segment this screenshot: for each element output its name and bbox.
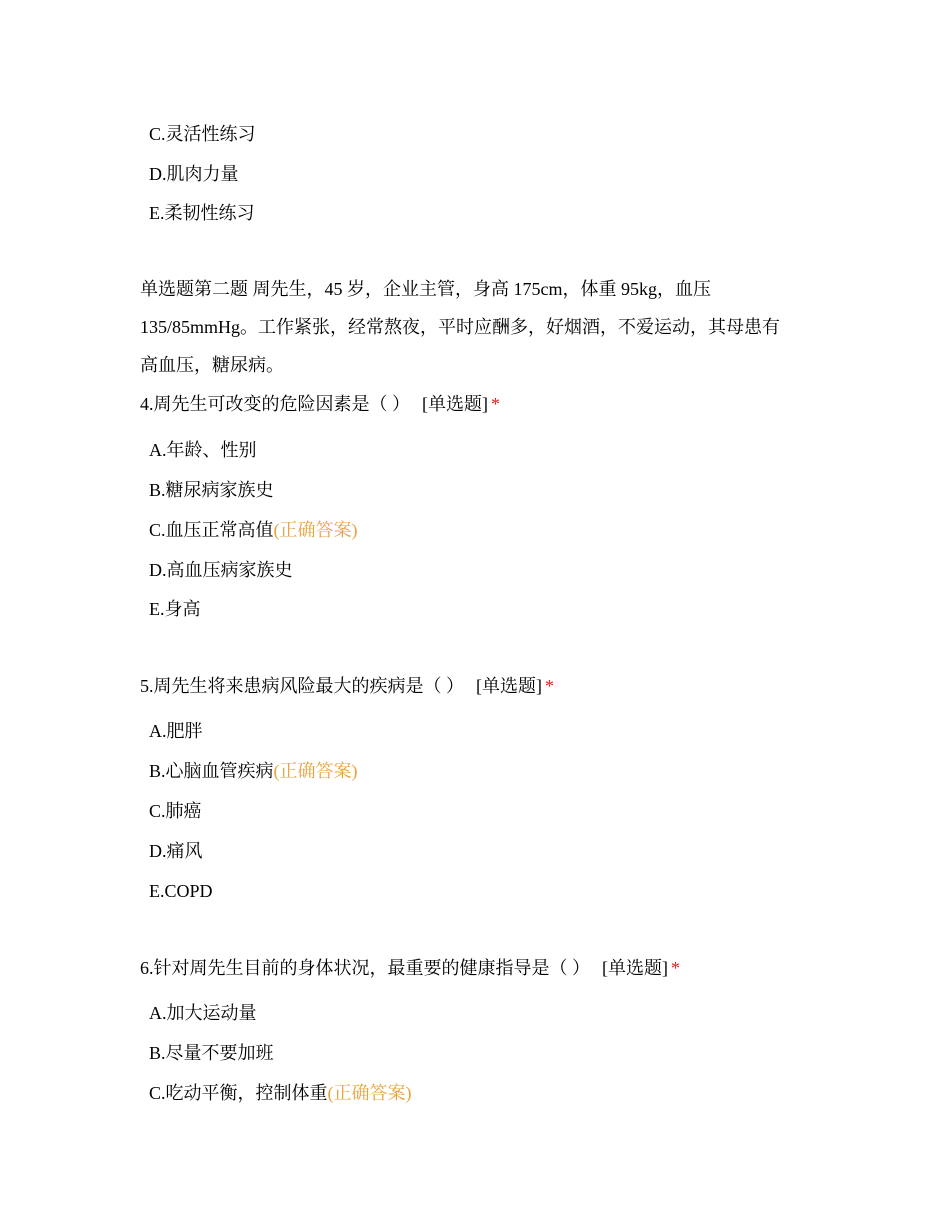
q4-option-e	[149, 598, 201, 620]
option-label: A.年龄、性别	[149, 440, 257, 460]
option-label: C.灵活性练习	[149, 124, 256, 144]
required-marker: *	[545, 676, 554, 696]
question-text: 6.针对周先生目前的身体状况，最重要的健康指导是（ ）	[140, 958, 590, 978]
q3-option-c	[149, 123, 256, 145]
question-4-title	[140, 393, 500, 415]
q4-option-d	[149, 559, 293, 581]
option-label: C.肺癌	[149, 801, 202, 821]
question-type-tag: [单选题]	[476, 676, 542, 696]
option-label: B.尽量不要加班	[149, 1043, 274, 1063]
q5-option-c	[149, 800, 202, 822]
q4-option-a	[149, 439, 257, 461]
option-label: E.柔韧性练习	[149, 203, 255, 223]
option-label: C.血压正常高值	[149, 520, 274, 540]
case-intro-line-3: 高血压，糖尿病。	[140, 355, 284, 375]
q4-option-c	[149, 519, 358, 541]
option-label: C.吃动平衡，控制体重	[149, 1083, 328, 1103]
q6-option-b	[149, 1042, 274, 1064]
q5-option-d	[149, 840, 203, 862]
option-label: A.加大运动量	[149, 1003, 257, 1023]
option-label: E.身高	[149, 599, 201, 619]
option-label: B.糖尿病家族史	[149, 480, 274, 500]
q3-option-e	[149, 202, 255, 224]
q5-option-b	[149, 760, 358, 782]
required-marker: *	[671, 958, 680, 978]
q6-option-a	[149, 1002, 257, 1024]
question-6-title	[140, 957, 680, 979]
case-intro	[140, 270, 820, 384]
correct-answer-marker: (正确答案)	[273, 520, 358, 540]
option-label: B.心脑血管疾病	[149, 761, 274, 781]
question-type-tag: [单选题]	[422, 394, 488, 414]
required-marker: *	[491, 394, 500, 414]
case-intro-line-2: 135/85mmHg。工作紧张，经常熬夜，平时应酬多，好烟酒，不爱运动，其母患有	[140, 317, 780, 337]
option-label: E.COPD	[149, 881, 213, 901]
question-text: 5.周先生将来患病风险最大的疾病是（ ）	[140, 676, 464, 696]
option-label: A.肥胖	[149, 721, 203, 741]
option-label: D.肌肉力量	[149, 164, 239, 184]
option-label: D.痛风	[149, 841, 203, 861]
q5-option-e	[149, 880, 213, 902]
option-label: D.高血压病家族史	[149, 560, 293, 580]
question-text: 4.周先生可改变的危险因素是（ ）	[140, 394, 410, 414]
case-intro-line-1: 单选题第二题 周先生，45 岁，企业主管，身高 175cm，体重 95kg，血压	[140, 279, 711, 299]
question-5-title	[140, 675, 554, 697]
correct-answer-marker: (正确答案)	[273, 761, 358, 781]
question-type-tag: [单选题]	[602, 958, 668, 978]
correct-answer-marker: (正确答案)	[327, 1083, 412, 1103]
q5-option-a	[149, 720, 203, 742]
q4-option-b	[149, 479, 274, 501]
q6-option-c	[149, 1082, 412, 1104]
q3-option-d	[149, 163, 239, 185]
